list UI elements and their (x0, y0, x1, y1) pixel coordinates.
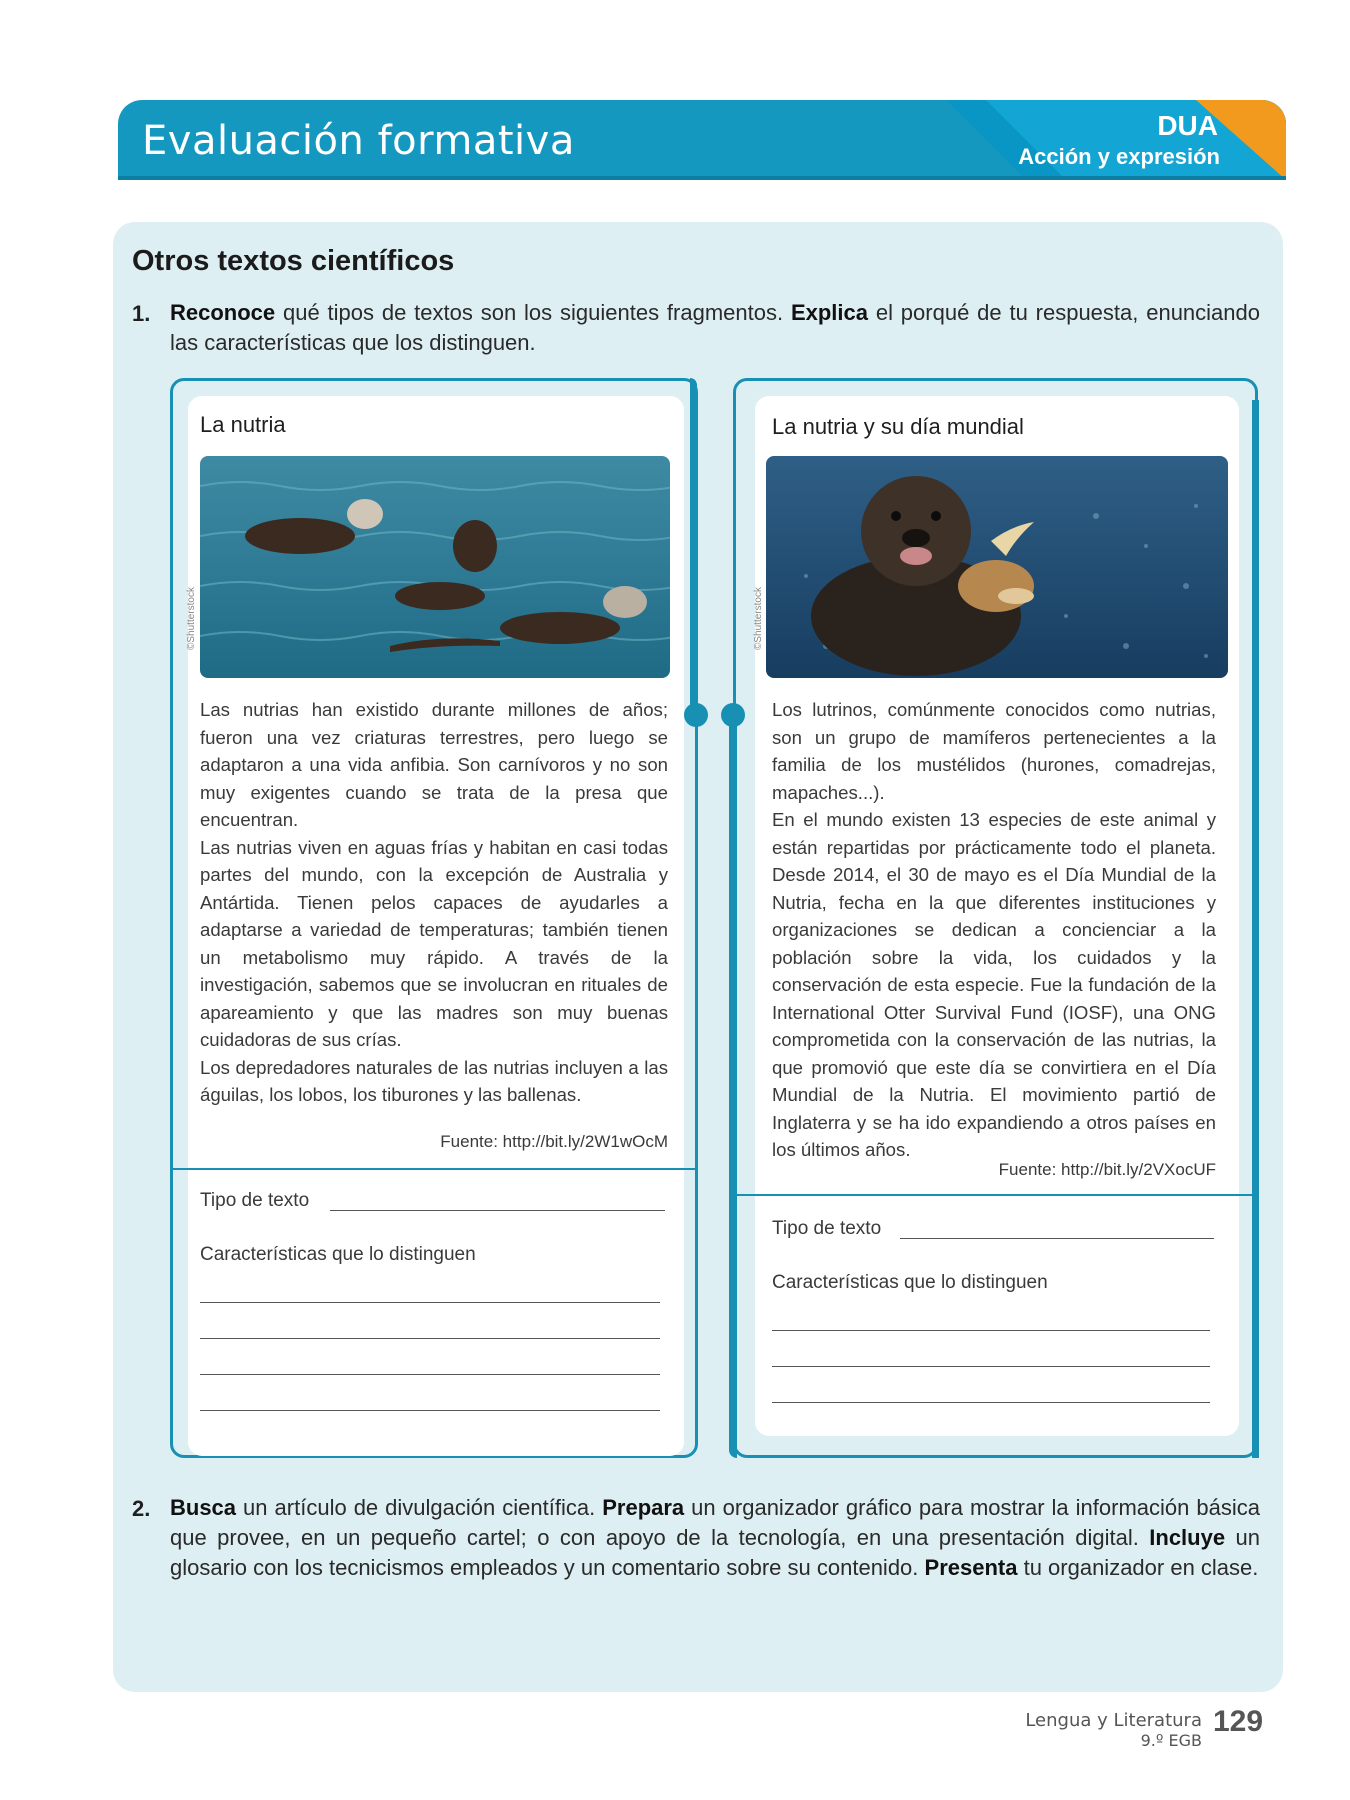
right-paragraph: Los lutrinos, comúnmente conocidos como nutrias, son un grupo de mamíferos pertenecientes a la familia de los mustélidos (hurones, comadrejas, mapaches...). (772, 699, 1216, 803)
left-answer-line[interactable] (200, 1302, 660, 1303)
right-card-photo (766, 456, 1228, 678)
question-2-verb-busca: Busca (170, 1495, 237, 1520)
right-frame-side (1252, 400, 1259, 1458)
dua-subtitle: Acción y expresión (1018, 144, 1220, 169)
right-card-divider (735, 1194, 1253, 1196)
footer-grade: 9.º EGB (1140, 1731, 1202, 1750)
left-characteristics-label: Características que lo distinguen (200, 1244, 476, 1265)
left-paragraph: Las nutrias han existido durante millones de años; fueron una vez criaturas terrestres, pero luego se adaptaron a una vida anfibia. Son carnívoros y no son muy exigentes cuando se trata de la presa que encuentran. (200, 699, 668, 830)
right-type-answer-line[interactable] (900, 1238, 1214, 1239)
right-answer-line[interactable] (772, 1330, 1210, 1331)
page-number: 129 (1213, 1705, 1264, 1738)
left-card-body (200, 696, 668, 1109)
left-card-divider (172, 1168, 696, 1170)
question-2-verb-prepara: Prepara (602, 1495, 685, 1520)
section-title: Otros textos científicos (132, 245, 455, 277)
left-photo-credit: ©Shutterstock (186, 587, 197, 650)
right-card-source: Fuente: http://bit.ly/2VXocUF (998, 1160, 1216, 1179)
right-card-body (772, 696, 1216, 1164)
left-paragraph: Los depredadores naturales de las nutrias incluyen a las águilas, los lobos, los tiburones y las ballenas. (200, 1056, 668, 1105)
right-answer-line[interactable] (772, 1402, 1210, 1403)
otters-floating-image (200, 456, 670, 678)
right-answer-line[interactable] (772, 1366, 1210, 1367)
footer-subject: Lengua y Literatura (1025, 1710, 1202, 1731)
question-2-verb-incluye: Incluye (1149, 1525, 1226, 1550)
left-answer-line[interactable] (200, 1338, 660, 1339)
right-paragraph: En el mundo existen 13 especies de este animal y están repartidas por prácticamente todo el planeta. Desde 2014, el 30 de mayo es el Día Mundial de la Nutria, fecha en la que diferentes instituciones y organizaciones se dedican a concienciar a la población sobre la vida, los cuidados y la conservación de esta especie. Fue la fundación de la International Otter Survival Fund (IOSF), una ONG comprometida con la conservación de las nutrias, la que promovió que este día se convirtiera en el Día Mundial de la Nutria. El movimiento partió de Inglaterra y se ha ido expandiendo a otros países en los últimos años. (772, 809, 1216, 1160)
left-type-answer-line[interactable] (330, 1210, 665, 1211)
question-2-text: Busca un artículo de divulgación científica. Prepara un organizador gráfico para mostrar la información básica que provee, en un pequeño cartel; o con apoyo de la tecnología, en una presentación digital. Incluye un glosario con los tecnicismos empleados y un comentario sobre su contenido. Presenta tu organizador en clase. (170, 1495, 1260, 1580)
left-type-label: Tipo de texto (200, 1190, 310, 1211)
question-1-verb-reconoce: Reconoce (170, 300, 276, 325)
otter-eating-crab-image (766, 456, 1228, 678)
right-characteristics-label: Características que lo distinguen (772, 1272, 1048, 1293)
header-banner (118, 100, 1286, 180)
right-photo-credit: ©Shutterstock (753, 587, 764, 650)
left-paragraph: Las nutrias viven en aguas frías y habitan en casi todas partes del mundo, con la excepción de Australia y Antártida. Tienen pelos capaces de ayudarles a adaptarse a variedad de temperaturas; también tienen un metabolismo muy rápido. A través de la investigación, sabemos que se involucran en rituales de apareamiento y que las madres son muy buenas cuidadoras de sus crías. (200, 836, 668, 1050)
question-1-text: Reconoce qué tipos de textos son los siguientes fragmentos. Explica el porqué de tu respuesta, enunciando las características que los distinguen. (170, 300, 1260, 355)
left-card-title: La nutria (200, 412, 286, 437)
banner-underline (118, 176, 1286, 180)
right-type-label: Tipo de texto (772, 1218, 882, 1239)
question-1-number: 1. (132, 301, 151, 326)
left-answer-line[interactable] (200, 1374, 660, 1375)
dua-label: DUA (1157, 110, 1218, 141)
left-frame-accent (690, 378, 697, 718)
question-2-verb-presenta: Presenta (924, 1555, 1018, 1580)
question-2-number: 2. (132, 1496, 151, 1521)
right-card-title: La nutria y su día mundial (772, 414, 1024, 439)
left-answer-line[interactable] (200, 1410, 660, 1411)
left-card-source: Fuente: http://bit.ly/2W1wOcM (440, 1132, 668, 1151)
page-title: Evaluación formativa (142, 118, 575, 164)
left-card-photo (200, 456, 670, 678)
right-frame-accent (729, 715, 737, 1458)
connector-dot (684, 703, 708, 727)
question-1-verb-explica: Explica (790, 300, 868, 325)
